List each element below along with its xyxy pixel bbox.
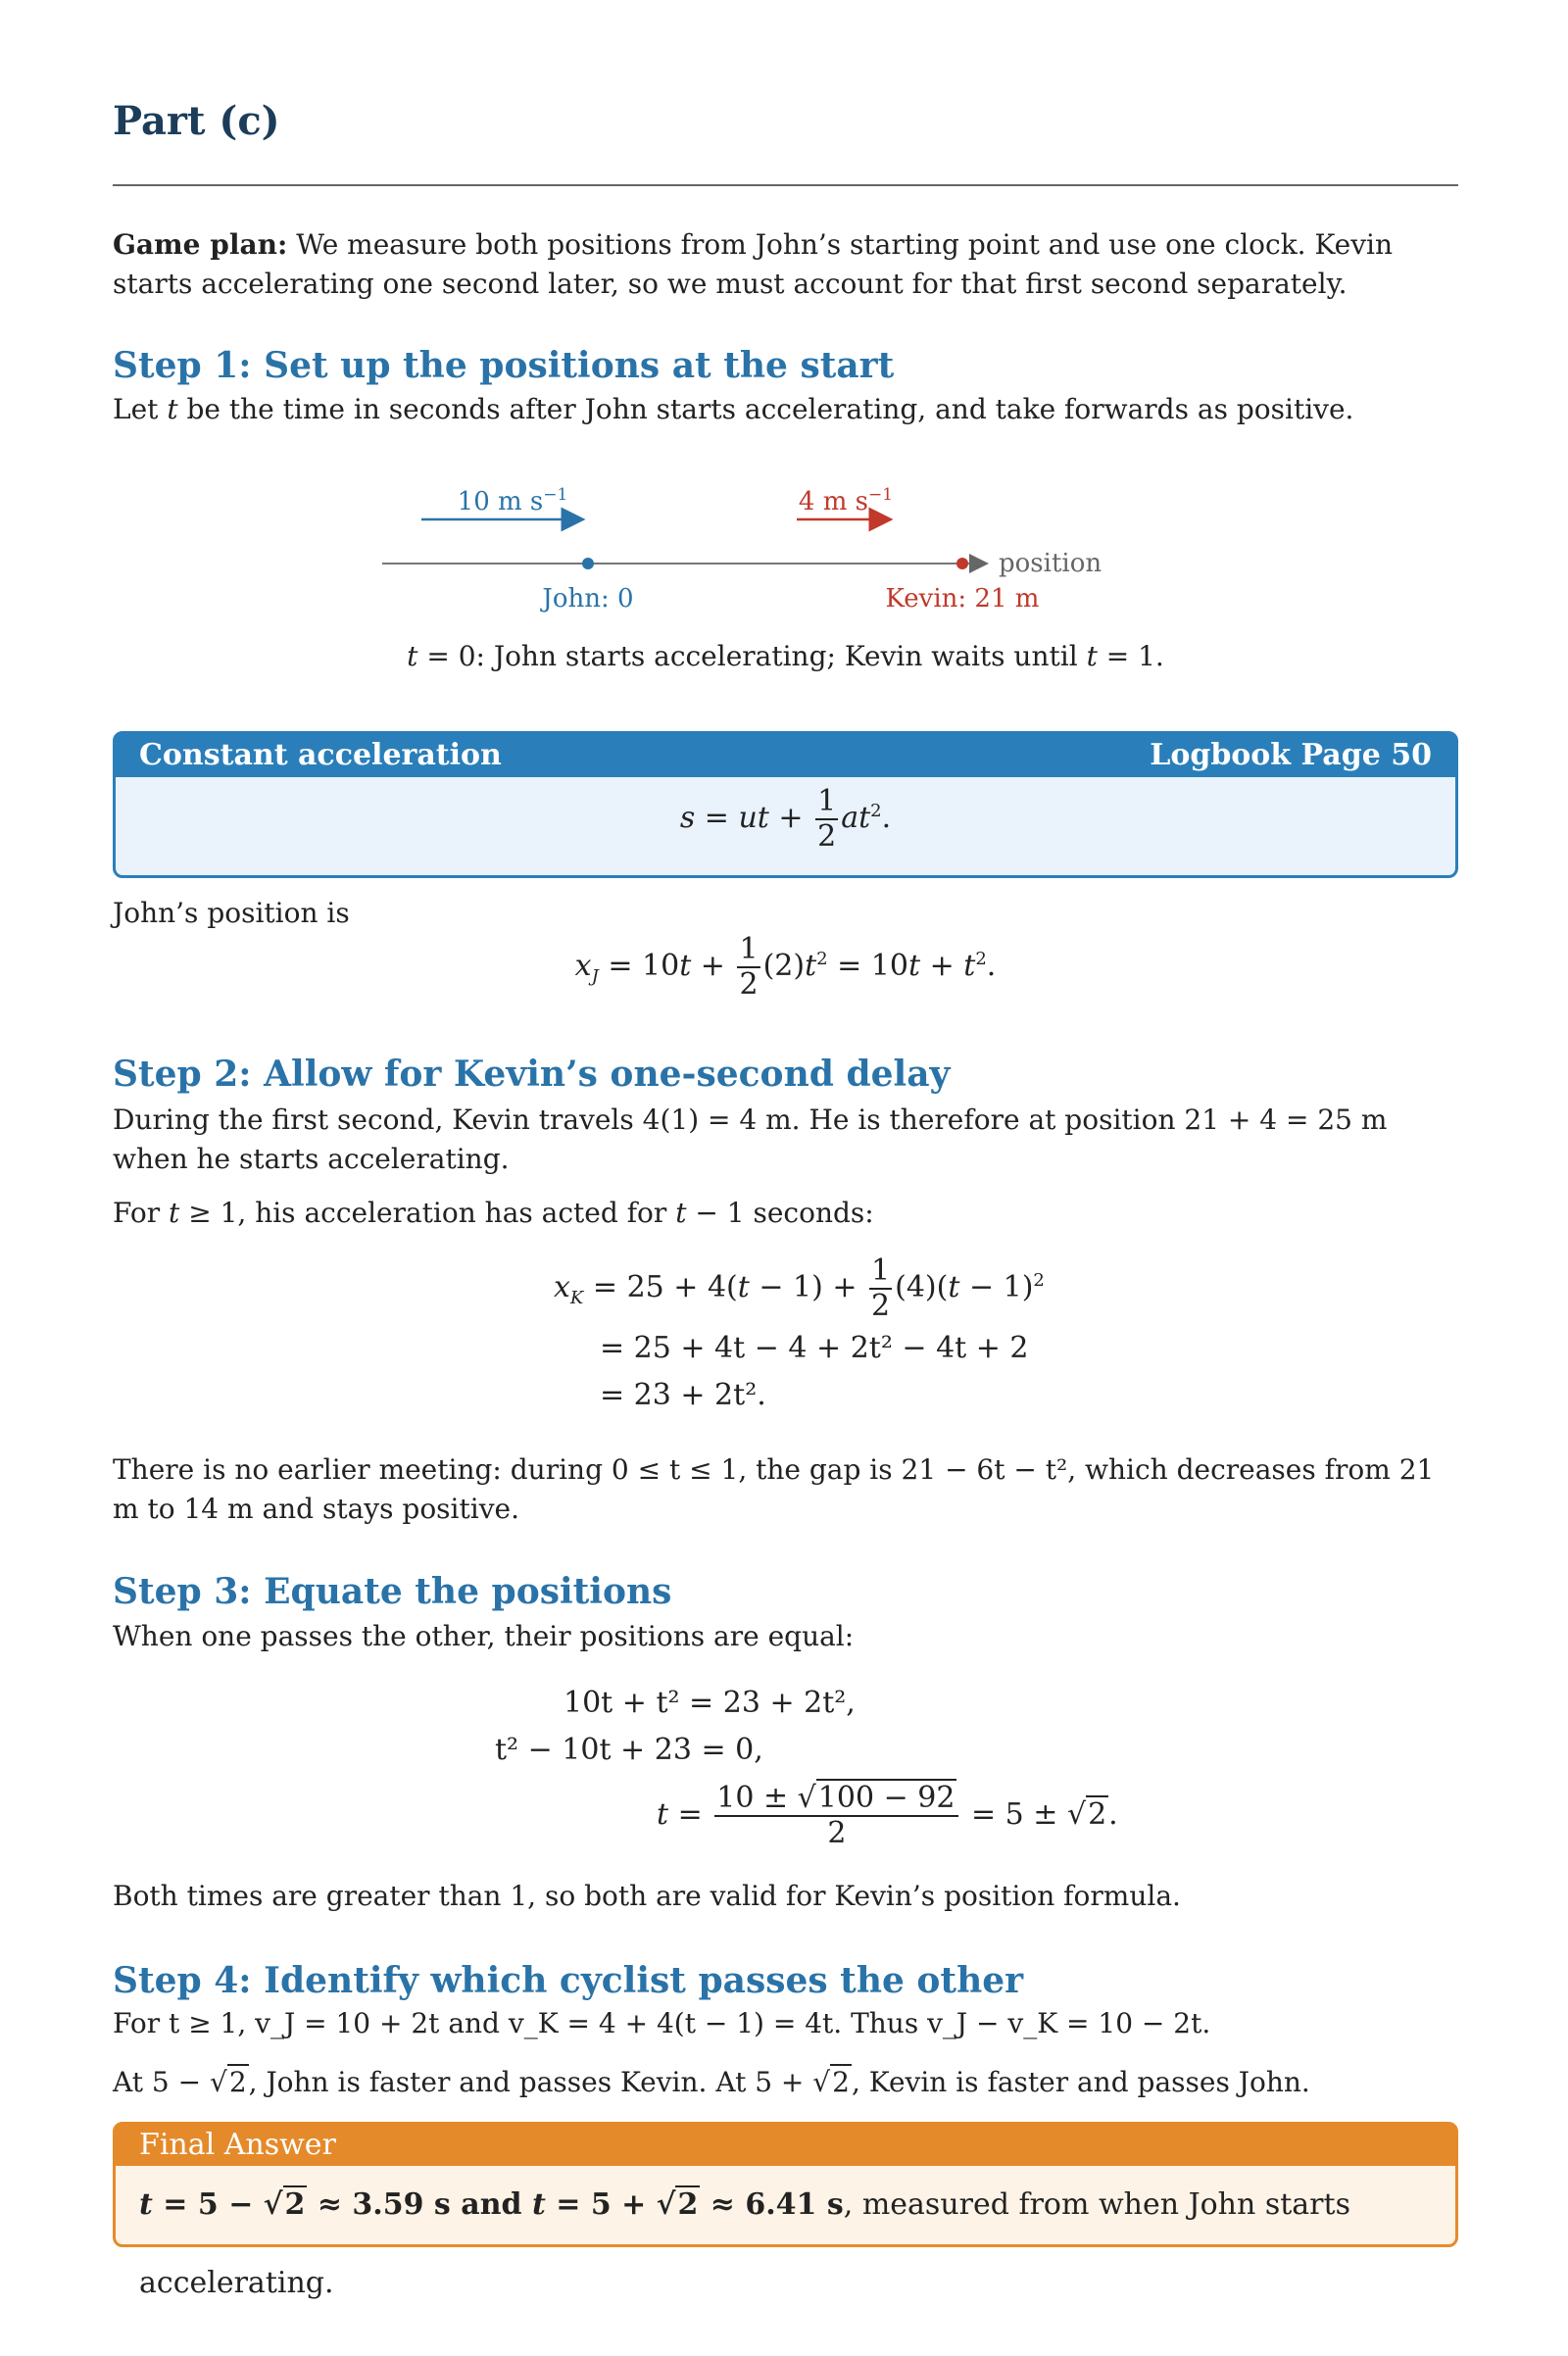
step1-intro-text: be the time in seconds after John starts accelerating, and take forwards as positive. [186,393,1354,425]
step3-title: Step 3: Equate the positions [113,1571,672,1612]
step2-title: Step 2: Allow for Kevin’s one-second delay [113,1054,951,1095]
step4-line2: At 5 − √2, John is faster and passes Kevin. At 5 + √2, Kevin is faster and passes John. [113,2066,1310,2098]
step1-title: Step 1: Set up the positions at the start [113,345,895,386]
kevin-label: Kevin: 21 m [885,584,1040,614]
step3-eq2: t² − 10t + 23 = 0, [495,1733,763,1767]
position-diagram [407,468,1112,615]
step3-conclusion: Both times are greater than 1, so both are valid for Kevin’s position formula. [113,1880,1181,1912]
kevin-position-eq3: = 23 + 2t². [600,1378,766,1412]
step3-eq1: 10t + t² = 23 + 2t², [564,1686,856,1720]
step2-para3: There is no earlier meeting: during 0 ≤ t ≤ 1, the gap is 21 − 6t − t², which decreases from 21 m to 14 m and stays positive. [113,1453,1435,1525]
formula-box-title: Constant acceleration [139,738,502,772]
step3-intro: When one passes the other, their positions are equal: [113,1620,855,1652]
game-plan [113,225,1458,304]
suvat-formula: s = ut + $\frac{1}{2}$ $at^2$. [679,784,892,854]
john-speed-label: 10 m $s^{-1}$ [457,485,568,516]
axis-label: position [999,549,1102,578]
john-label: John: 0 [542,584,634,614]
john-dot [582,558,594,569]
step2-para2: For t ≥ 1, his acceleration has acted for t − 1 seconds: [113,1197,874,1229]
divider [113,184,1458,186]
step3-eq3: t = $\frac{10 \pm √100 - 92}{2}$ = 5 ± √2. [657,1781,1118,1850]
john-position-text: John’s position is [113,897,350,929]
game-plan-text: We measure both positions from John’s starting point and use one clock. Kevin starts accelerating one second later, so we must account for that first second separately. [113,228,1394,300]
formula-box [113,731,1458,878]
kevin-dot [956,558,968,569]
final-answer-text: t = 5 − √2 ≈ 3.59 s and t = 5 + √2 ≈ 6.41 s, measured from when John starts accelerating. [139,2187,1350,2300]
kevin-position-eq2: = 25 + 4t − 4 + 2t² − 4t + 2 [600,1331,1029,1365]
game-plan-label: Game plan: [113,228,288,261]
part-title: Part (c) [113,98,280,144]
step4-title: Step 4: Identify which cyclist passes the other [113,1960,1024,2001]
formula-box-ref: Logbook Page 50 [1150,738,1432,772]
final-answer-box [113,2122,1458,2300]
kevin-position-eq1: $x_K = 25 + 4(t - 1)$ + $\frac{1}{2}$ $(4)(t - 1)^2$ [554,1253,1045,1323]
step2-para1: During the first second, Kevin travels 4(1) = 4 m. He is therefore at position 21 + 4 = 25 m when he starts accelerating. [113,1104,1388,1175]
final-answer-title: Final Answer [116,2125,1455,2166]
step4-line1: For t ≥ 1, v_J = 10 + 2t and v_K = 4 + 4(t − 1) = 4t. Thus v_J − v_K = 10 − 2t. [113,2007,1211,2039]
kevin-speed-label: 4 m $s^{-1}$ [798,485,894,516]
diagram-caption: t = 0: John starts accelerating; Kevin waits until t = 1. [407,640,1164,672]
step1-intro: Let t be the time in seconds after John starts accelerating, and take forwards as positive. [113,393,1354,425]
john-position-eq: $x_J = 10t$ + $\frac{1}{2}$ $(2)t^2 = 10t + t^2$. [574,932,997,1002]
